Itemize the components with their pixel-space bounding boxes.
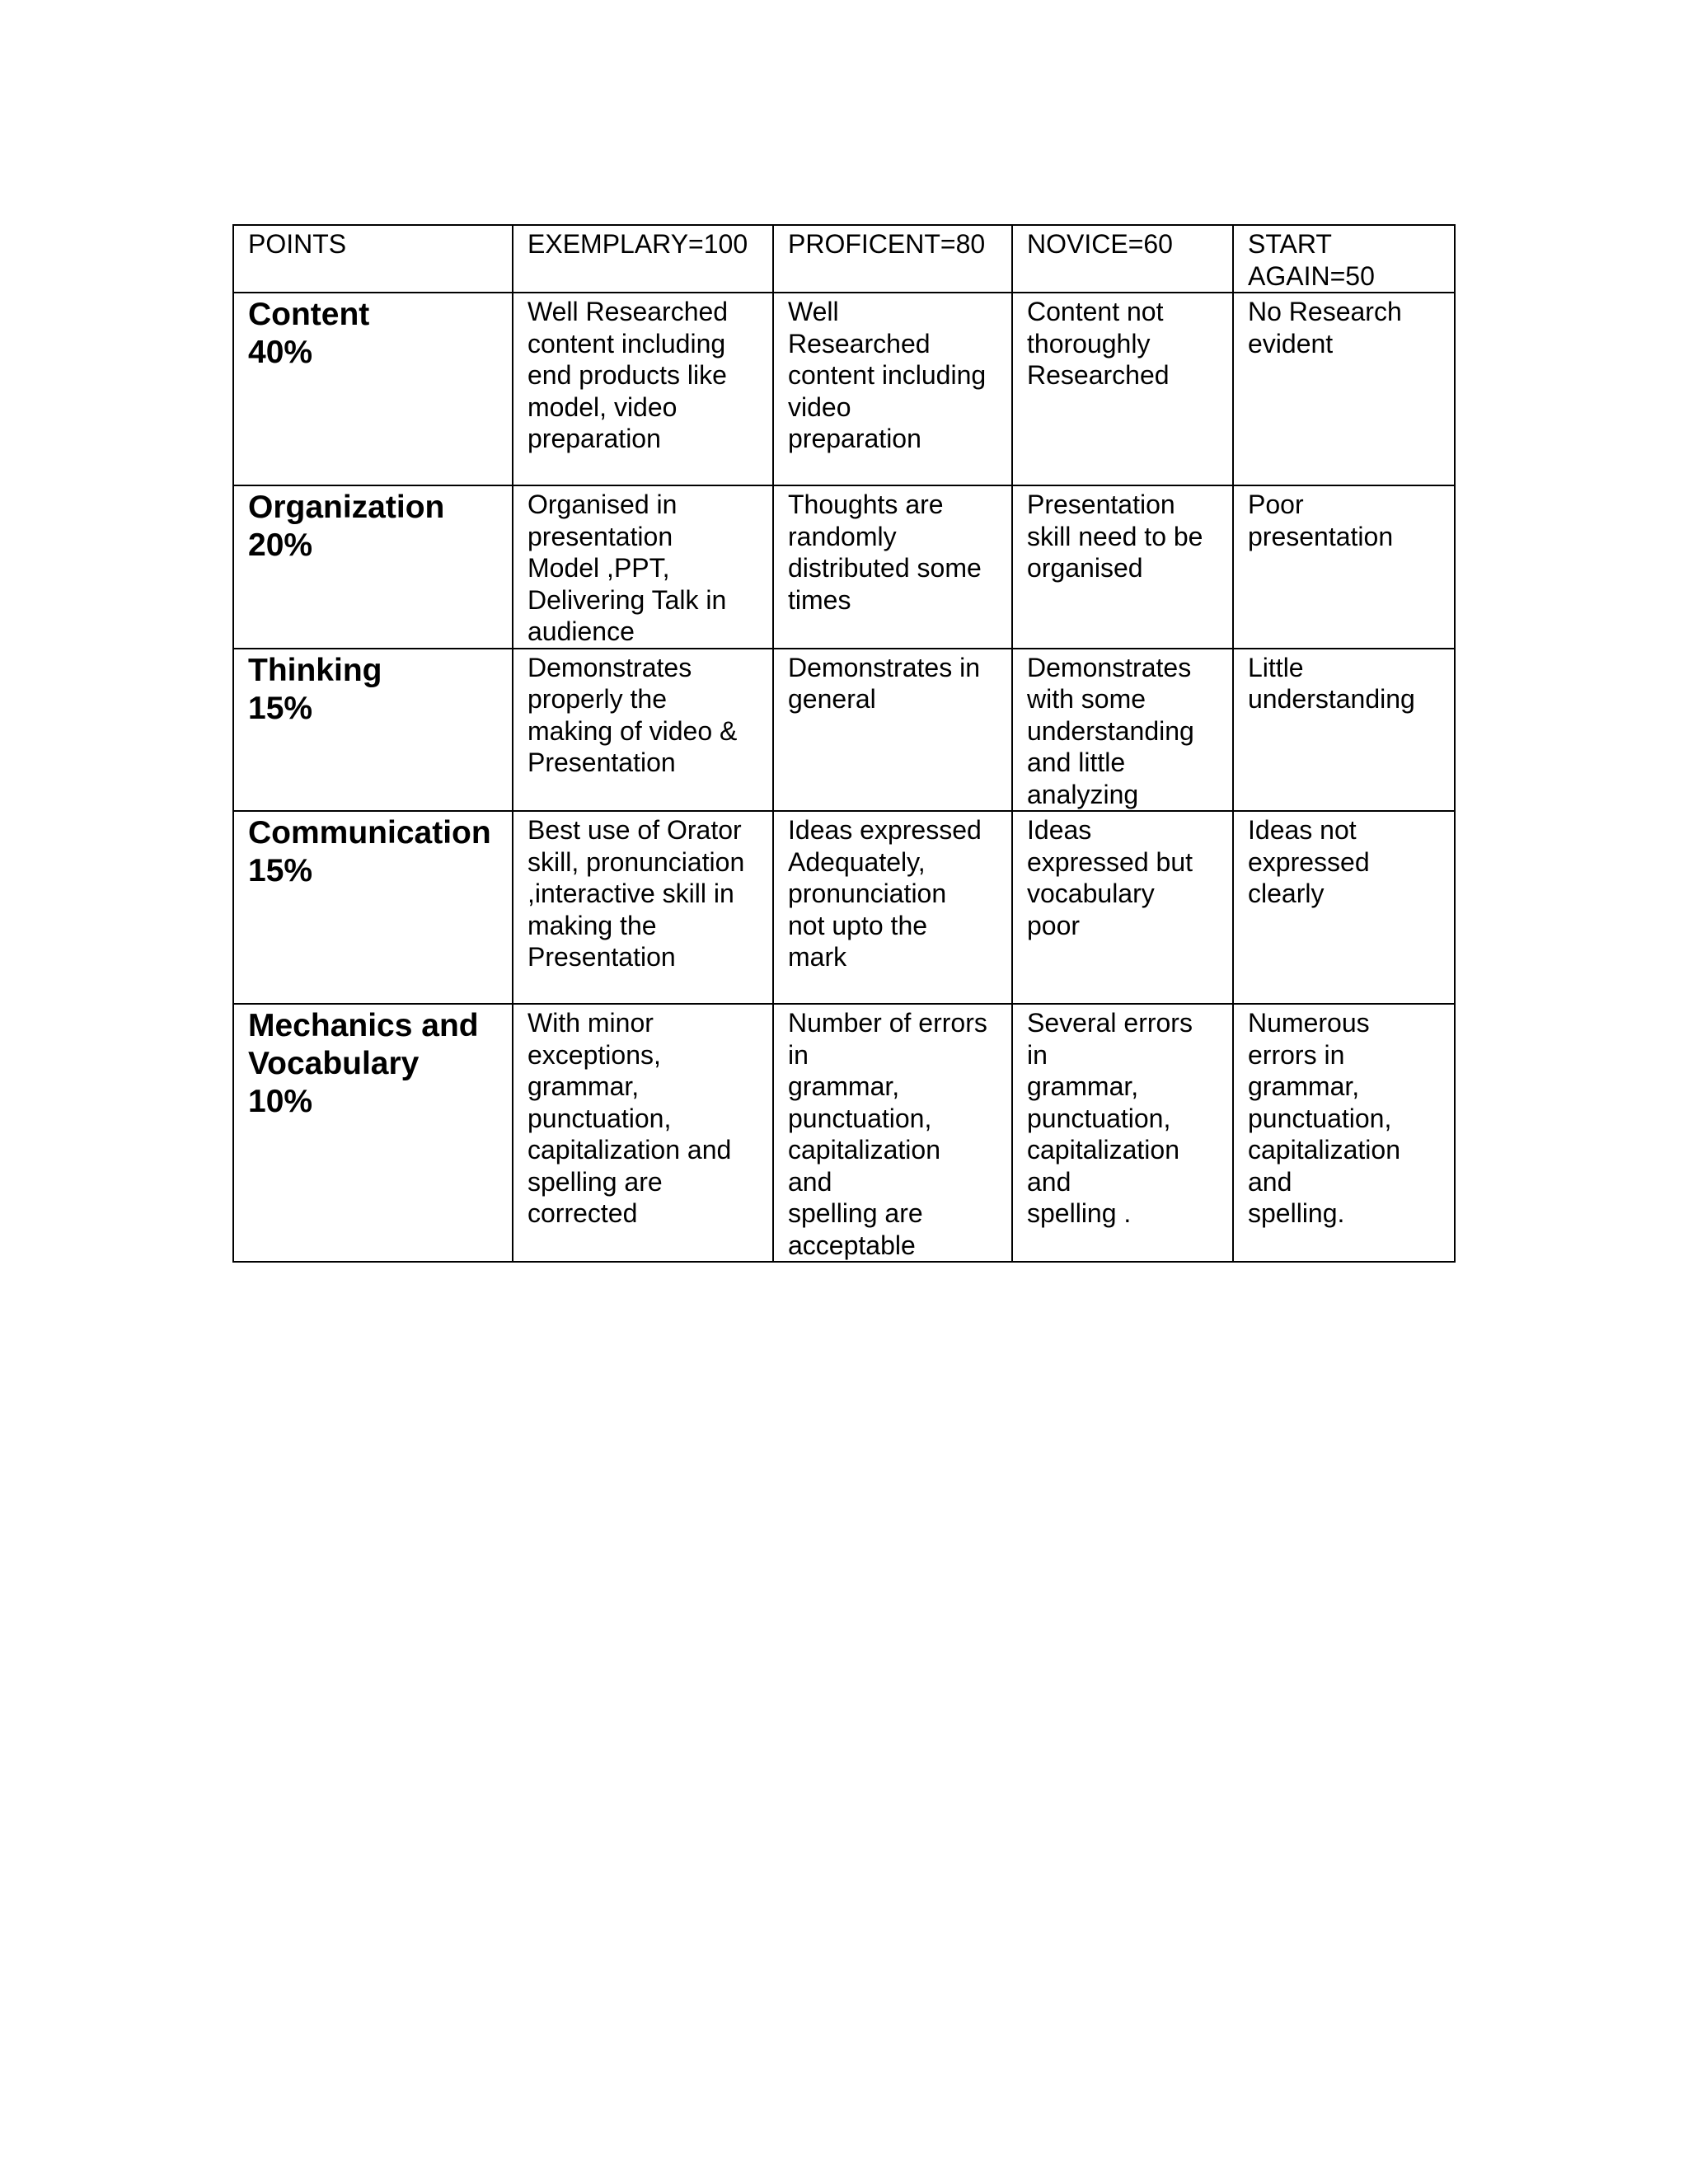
table-cell bbox=[1012, 811, 1233, 1004]
cell-text: Demonstrates properly the making of video & Presentation bbox=[528, 652, 738, 777]
criterion-name: Communication bbox=[248, 815, 491, 851]
table-cell bbox=[1012, 649, 1233, 812]
cell-text: Several errors in grammar, punctuation, capitalization and spelling . bbox=[1027, 1008, 1193, 1228]
criterion-cell bbox=[233, 649, 513, 812]
table-cell bbox=[513, 1004, 773, 1262]
cell-text: Numerous errors in grammar, punctuation, capitalization and spelling. bbox=[1248, 1008, 1400, 1228]
cell-text: Demonstrates with some understanding and little analyzing bbox=[1027, 652, 1194, 809]
cell-text: Ideas not expressed clearly bbox=[1248, 815, 1370, 908]
table-row-thinking bbox=[233, 649, 1455, 812]
criterion-cell bbox=[233, 811, 513, 1004]
header-cell-novice bbox=[1012, 225, 1233, 293]
cell-text: Demonstrates in general bbox=[788, 652, 980, 714]
table-cell bbox=[1012, 1004, 1233, 1262]
table-row-communication bbox=[233, 811, 1455, 1004]
table-cell bbox=[1233, 293, 1455, 485]
criterion-name: Thinking bbox=[248, 652, 382, 688]
table-cell bbox=[1233, 649, 1455, 812]
table-cell bbox=[773, 293, 1012, 485]
cell-text: Organised in presentation Model ,PPT, Delivering Talk in audience bbox=[528, 490, 727, 646]
cell-text: Little understanding bbox=[1248, 652, 1415, 714]
criterion-weight: 10% bbox=[248, 1084, 313, 1119]
criterion-cell bbox=[233, 293, 513, 485]
cell-text: Best use of Orator skill, pronunciation ,interactive skill in making the Presentation bbox=[528, 815, 745, 972]
table-cell bbox=[1233, 811, 1455, 1004]
cell-text: Presentation skill need to be organised bbox=[1027, 490, 1203, 583]
cell-text: Well Researched content including video preparation bbox=[788, 297, 987, 453]
header-cell-start-again bbox=[1233, 225, 1455, 293]
header-label: PROFICENT=80 bbox=[788, 229, 986, 259]
table-cell bbox=[513, 485, 773, 649]
table-cell bbox=[513, 649, 773, 812]
header-label: START AGAIN=50 bbox=[1248, 229, 1375, 291]
criterion-name: Mechanics and Vocabulary bbox=[248, 1008, 479, 1081]
table-row-content bbox=[233, 293, 1455, 485]
table-cell bbox=[773, 649, 1012, 812]
header-cell-exemplary bbox=[513, 225, 773, 293]
table-row-organization bbox=[233, 485, 1455, 649]
header-row bbox=[233, 225, 1455, 293]
table-cell bbox=[1012, 485, 1233, 649]
criterion-cell bbox=[233, 485, 513, 649]
cell-text: Ideas expressed Adequately, pronunciation not upto the mark bbox=[788, 815, 982, 972]
criterion-name: Organization bbox=[248, 490, 445, 525]
cell-text: No Research evident bbox=[1248, 297, 1402, 359]
header-label: POINTS bbox=[248, 229, 347, 259]
cell-text: Thoughts are randomly distributed some times bbox=[788, 490, 982, 615]
cell-text: Ideas expressed but vocabulary poor bbox=[1027, 815, 1193, 940]
criterion-weight: 40% bbox=[248, 335, 313, 370]
table-cell bbox=[773, 811, 1012, 1004]
cell-text: Poor presentation bbox=[1248, 490, 1394, 551]
criterion-weight: 15% bbox=[248, 853, 313, 888]
table-cell bbox=[513, 811, 773, 1004]
header-label: EXEMPLARY=100 bbox=[528, 229, 748, 259]
cell-text: Content not thoroughly Researched bbox=[1027, 297, 1170, 390]
table-cell bbox=[773, 1004, 1012, 1262]
criterion-weight: 15% bbox=[248, 690, 313, 726]
table-cell bbox=[773, 485, 1012, 649]
table-row-mechanics bbox=[233, 1004, 1455, 1262]
rubric-table bbox=[232, 224, 1456, 1263]
criterion-name: Content bbox=[248, 297, 370, 332]
table-cell bbox=[513, 293, 773, 485]
header-cell-proficient bbox=[773, 225, 1012, 293]
criterion-cell bbox=[233, 1004, 513, 1262]
header-label: NOVICE=60 bbox=[1027, 229, 1173, 259]
cell-text: With minor exceptions, grammar, punctuation, capitalization and spelling are corrected bbox=[528, 1008, 732, 1228]
table-cell bbox=[1233, 1004, 1455, 1262]
table-cell bbox=[1012, 293, 1233, 485]
header-cell-points bbox=[233, 225, 513, 293]
cell-text: Number of errors in grammar, punctuation, capitalization and spelling are acceptable bbox=[788, 1008, 987, 1260]
criterion-weight: 20% bbox=[248, 527, 313, 563]
table-cell bbox=[1233, 485, 1455, 649]
cell-text: Well Researched content including end products like model, video preparation bbox=[528, 297, 729, 453]
